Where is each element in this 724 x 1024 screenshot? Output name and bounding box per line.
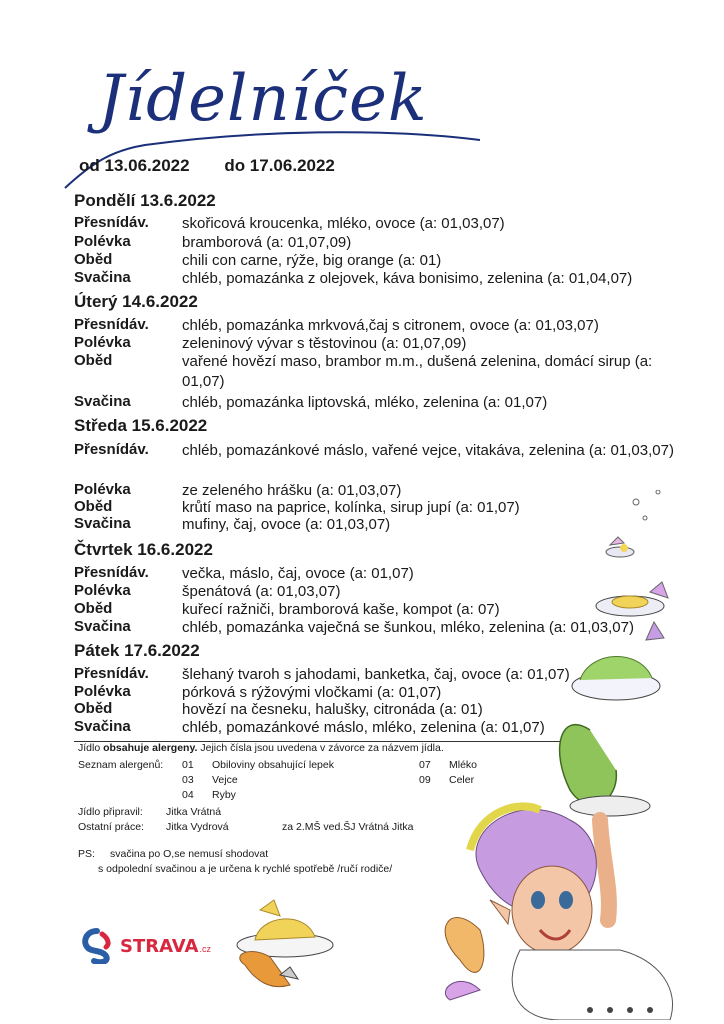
- food-plate-illustration: [230, 895, 340, 995]
- meal-label: Oběd: [74, 251, 113, 268]
- meal-label: Přesnídáv.: [74, 564, 149, 581]
- day-heading: Úterý 14.6.2022: [74, 292, 198, 311]
- meal-text: ze zeleného hrášku (a: 01,03,07): [182, 482, 402, 499]
- meal-label: Přesnídáv.: [74, 316, 149, 333]
- other-work-label: Ostatní práce:: [78, 821, 144, 833]
- ps-line-1: svačina po O,se nemusí shodovat: [110, 848, 269, 860]
- date-range: [79, 156, 365, 176]
- allergen-name: Mléko: [449, 759, 478, 771]
- strava-logo: [80, 928, 211, 964]
- meal-text: krůtí maso na paprice, kolínka, sirup jupí (a: 01,07): [182, 499, 520, 516]
- meal-label: Svačina: [74, 393, 131, 410]
- meal-text: večka, máslo, čaj, ovoce (a: 01,07): [182, 565, 414, 582]
- meal-label: Svačina: [74, 515, 131, 532]
- meal-text: šlehaný tvaroh s jahodami, banketka, čaj, ovoce (a: 01,07): [182, 666, 570, 683]
- meal-label: Oběd: [74, 600, 113, 617]
- title-swash-decoration: [55, 100, 485, 200]
- meal-text: mufiny, čaj, ovoce (a: 01,03,07): [182, 516, 391, 533]
- meal-label: Přesnídáv.: [74, 214, 149, 231]
- meal-label: Oběd: [74, 700, 113, 717]
- meal-label: Polévka: [74, 334, 131, 351]
- meal-label: Přesnídáv.: [74, 665, 149, 682]
- meal-text: chléb, pomazánkové máslo, mléko, zelenina (a: 01,07): [182, 719, 545, 736]
- meal-text: hovězí na česneku, halušky, citronáda (a: 01): [182, 701, 483, 718]
- meal-label: Polévka: [74, 582, 131, 599]
- meal-label: Svačina: [74, 618, 131, 635]
- allergen-name: Ryby: [212, 789, 236, 801]
- allergen-code: 09: [419, 774, 431, 786]
- allergen-list-label: Seznam alergenů:: [78, 759, 164, 771]
- day-heading: Čtvrtek 16.6.2022: [74, 540, 213, 559]
- meal-label: Polévka: [74, 683, 131, 700]
- date-to: do 17.06.2022: [224, 156, 335, 175]
- meal-text: zeleninový vývar s těstovinou (a: 01,07,09): [182, 335, 467, 352]
- meal-label: Oběd: [74, 498, 113, 515]
- allergen-note-bold: obsahuje alergeny.: [103, 742, 198, 754]
- prepared-by: Jitka Vrátná: [166, 806, 222, 818]
- allergen-note: [78, 742, 444, 754]
- page-title: Jídelníček: [98, 62, 428, 136]
- meal-text: kuřecí ražniči, bramborová kaše, kompot (a: 07): [182, 601, 500, 618]
- allergen-code: 04: [182, 789, 194, 801]
- allergen-name: Obiloviny obsahující lepek: [212, 759, 334, 771]
- meal-label: Přesnídáv.: [74, 441, 149, 458]
- allergen-code: 07: [419, 759, 431, 771]
- meal-label: Oběd: [74, 352, 113, 369]
- meal-text: pórková s rýžovými vločkami (a: 01,07): [182, 684, 442, 701]
- allergen-name: Celer: [449, 774, 475, 786]
- meal-text: skořicová kroucenka, mléko, ovoce (a: 01,03,07): [182, 215, 505, 232]
- meal-text: špenátová (a: 01,03,07): [182, 583, 341, 600]
- meal-text: chléb, pomazánkové máslo, vařené vejce, vitakáva, zelenina (a: 01,03,07): [182, 442, 674, 459]
- meal-label: Svačina: [74, 269, 131, 286]
- logo-suffix: .cz: [199, 944, 211, 954]
- day-heading: Pátek 17.6.2022: [74, 641, 200, 660]
- ps-label: PS:: [78, 848, 95, 860]
- meal-text: bramborová (a: 01,07,09): [182, 234, 352, 251]
- allergen-name: Vejce: [212, 774, 238, 786]
- meal-label: Svačina: [74, 718, 131, 735]
- meal-text: vařené hovězí maso, brambor m.m., dušená zelenina, domácí sirup (a: 01,07): [182, 353, 653, 390]
- logo-text: STRAVA: [120, 935, 199, 957]
- allergen-note-suffix: Jejich čísla jsou uvedena v závorce za názvem jídla.: [200, 742, 444, 754]
- date-from: od 13.06.2022: [79, 156, 190, 175]
- day-heading: Pondělí 13.6.2022: [74, 191, 216, 210]
- allergen-code: 01: [182, 759, 194, 771]
- allergen-code: 03: [182, 774, 194, 786]
- allergen-note-prefix: Jídlo: [78, 742, 101, 754]
- signature: za 2.MŠ ved.ŠJ Vrátná Jitka: [282, 821, 414, 833]
- meal-label: Polévka: [74, 233, 131, 250]
- meal-text: chléb, pomazánka mrkvová,čaj s citronem, ovoce (a: 01,03,07): [182, 317, 599, 334]
- meal-text: chléb, pomazánka vaječná se šunkou, mléko, zelenina (a: 01,03,07): [182, 619, 634, 636]
- ps-line-2: s odpolední svačinou a je určena k rychlé spotřebě /ručí rodiče/: [98, 863, 393, 875]
- meal-label: Polévka: [74, 481, 131, 498]
- other-work: Jitka Vydrová: [166, 821, 229, 833]
- meal-text: chili con carne, rýže, big orange (a: 01): [182, 252, 442, 269]
- meal-text: chléb, pomazánka liptovská, mléko, zelenina (a: 01,07): [182, 394, 548, 411]
- prepared-by-label: Jídlo připravil:: [78, 806, 143, 818]
- day-heading: Středa 15.6.2022: [74, 416, 208, 435]
- strava-logo-icon: [80, 928, 114, 964]
- fairy-illustration: [440, 490, 724, 1020]
- meal-text: chléb, pomazánka z olejovek, káva bonisimo, zelenina (a: 01,04,07): [182, 270, 633, 287]
